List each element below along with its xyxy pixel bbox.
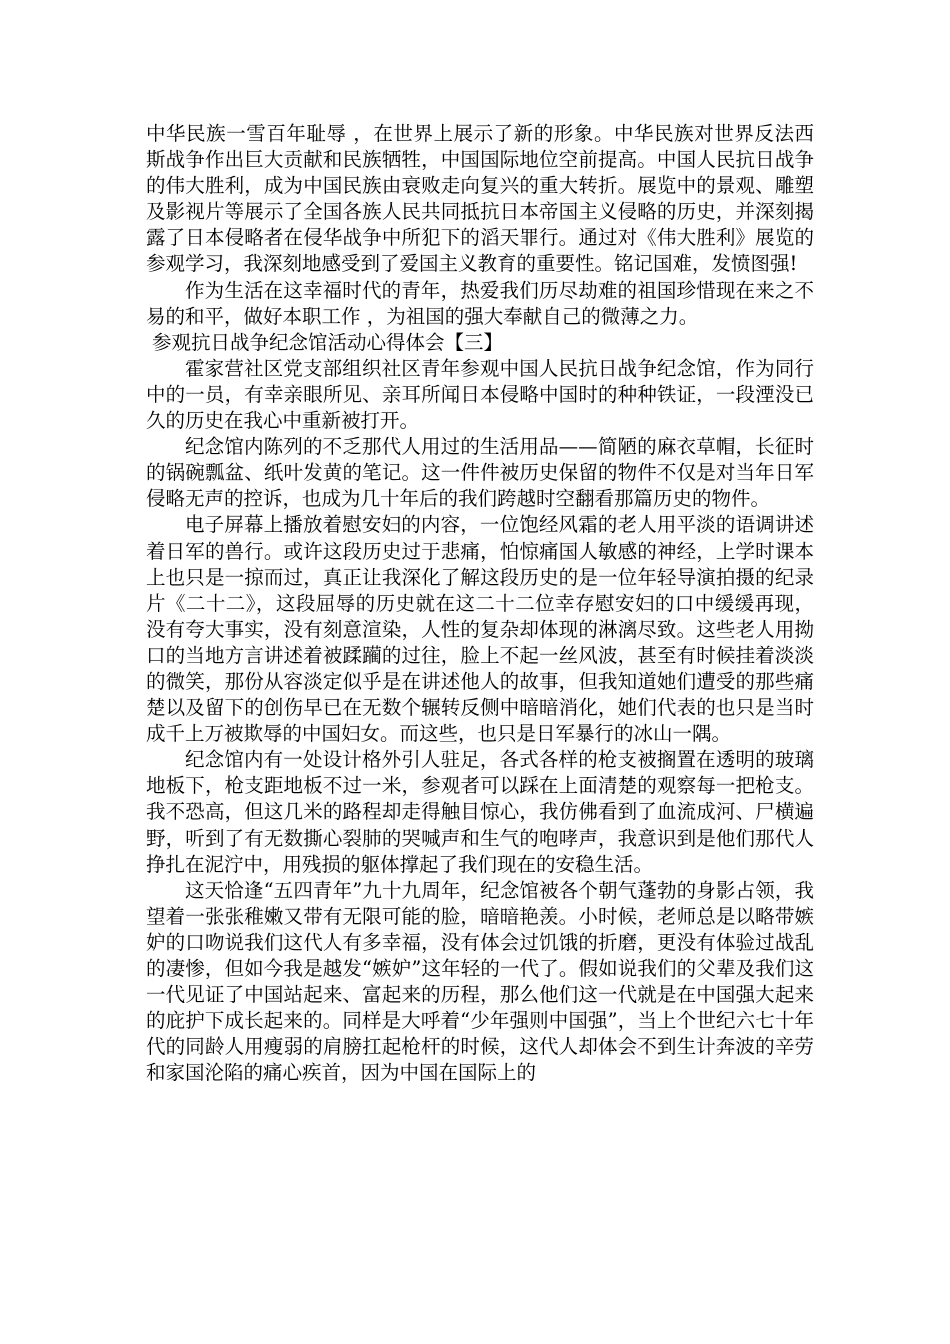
paragraph-exhibits: 纪念馆内陈列的不乏那代人用过的生活用品——简陋的麻衣草帽，长征时的锅碗瓢盆、纸叶发黄的笔记。这一件件被历史保留的物件不仅是对当年日军侵略无声的控诉，也成为几十年后的我们跨越时空翻看那篇历史的物件。 (146, 435, 814, 511)
paragraph-comfort-women: 电子屏幕上播放着慰安妇的内容，一位饱经风霜的老人用平淡的语调讲述着日军的兽行。或许这段历史过于悲痛，怕惊痛国人敏感的神经，上学时课本上也只是一掠而过，真正让我深化了解这段历史的是一位年轻导演拍摄的纪录片《二十二》，这段屈辱的历史就在这二十二位幸存慰安妇的口中缓缓再现，没有夸大事实，没有刻意渲染，人性的复杂却体现的淋漓尽致。这些老人用拗口的当地方言讲述着被蹂躏的过往，脸上不起一丝风波，甚至有时候挂着淡淡的微笑，那份从容淡定似乎是在讲述他人的故事，但我知道她们遭受的那些痛楚以及留下的创伤早已在无数个辗转反侧中暗暗消化，她们代表的也只是当时成千上万被欺辱的中国妇女。而这些，也只是日军暴行的冰山一隅。 (146, 513, 814, 746)
paragraph-guns: 纪念馆内有一处设计格外引人驻足，各式各样的枪支被搁置在透明的玻璃地板下，枪支距地板不过一米，参观者可以踩在上面清楚的观察每一把枪支。我不恐高，但这几米的路程却走得触目惊心，我仿佛看到了血流成河、尸横遍野，听到了有无数撕心裂肺的哭喊声和生气的咆哮声，我意识到是他们那代人挣扎在泥泞中，用残损的躯体撑起了我们现在的安稳生活。 (146, 748, 814, 876)
document-body (146, 121, 814, 1086)
paragraph-youth: 作为生活在这幸福时代的青年，热爱我们历尽劫难的祖国珍惜现在来之不易的和平，做好本职工作 ，为祖国的强大奉献自己的微薄之力。 (146, 278, 814, 328)
paragraph-may-fourth: 这天恰逢“五四青年”九十九周年，纪念馆被各个朝气蓬勃的身影占领，我望着一张张稚嫩又带有无限可能的脸，暗暗艳羡。小时候，老师总是以略带嫉妒的口吻说我们这代人有多幸福，没有体会过饥饿的折磨，更没有体验过战乱的凄惨，但如今我是越发“嫉妒”这年轻的一代了。假如说我们的父辈及我们这一代见证了中国站起来、富起来的历程，那么他们这一代就是在中国强大起来的庇护下成长起来的。同样是大呼着“少年强则中国强”，当上个世纪六七十年代的同龄人用瘦弱的肩膀扛起枪杆的时候，这代人却体会不到生计奔波的辛劳和家国沦陷的痛心疾首，因为中国在国际上的 (146, 878, 814, 1085)
paragraph-visit: 霍家营社区党支部组织社区青年参观中国人民抗日战争纪念馆，作为同行中的一员，有幸亲眼所见、亲耳所闻日本侵略中国时的种种铁证，一段湮没已久的历史在我心中重新被打开。 (146, 356, 814, 433)
section-heading: 参观抗日战争纪念馆活动心得体会【三】 (152, 330, 504, 354)
paragraph-continuation: 中华民族一雪百年耻辱 ，在世界上展示了新的形象。中华民族对世界反法西斯战争作出巨大贡献和民族牺牲，中国国际地位空前提高。中国人民抗日战争的伟大胜利，成为中国民族由衰败走向复兴的重大转折。展览中的景观、雕塑及影视片等展示了全国各族人民共同抵抗日本帝国主义侵略的历史，并深刻揭露了日本侵略者在侵华战争中所犯下的滔天罪行。通过对《伟大胜利》展览的参观学习，我深刻地感受到了爱国主义教育的重要性。铭记国难，发愤图强! (146, 122, 814, 276)
